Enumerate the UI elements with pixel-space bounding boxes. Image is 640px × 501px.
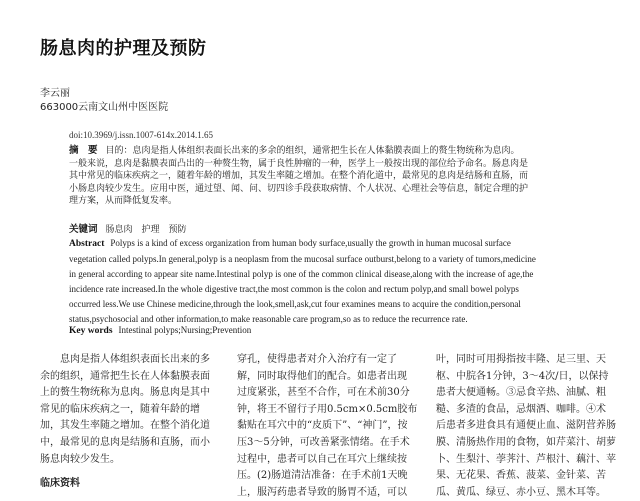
- body-line: 患者大便通畅。③忌食辛热、油腻、粗: [436, 387, 606, 399]
- body-line: 过度紧张，甚至不合作，可在术前30分: [237, 387, 410, 399]
- body-line: 常见的临床疾病之一，随着年龄的增: [40, 403, 200, 415]
- body-line: 肠息肉较少发生。: [40, 453, 120, 465]
- body-line: 余的组织，通常把生长在人体黏膜表面: [40, 370, 210, 382]
- article-title: 肠息肉的护理及预防: [40, 38, 207, 59]
- body-line: 加，其发生率随之增加。在整个消化道: [40, 420, 210, 432]
- abstract-en: [69, 236, 589, 326]
- body-line: 糙、多渣的食品，忌烟酒、咖啡。④术: [436, 403, 606, 415]
- body-line: 钟，将王不留行子用0.5cm×0.5cm胶布: [237, 403, 418, 415]
- body-line: 中，最常见的息肉是结肠和直肠，而小: [40, 436, 210, 448]
- body-line: 压。(2)肠道清洁准备：在手术前1天晚: [237, 470, 408, 482]
- abstract-cn-line: 其中常见的临床疾病之一，随着年龄的增加，其发生率随之增加。在整个消化道中，最常见的息肉是结肠和直肠，而: [69, 171, 529, 182]
- section-heading: 临床资料: [40, 478, 80, 490]
- body-line: 果、无花果、香蕉、菠菜、金针菜、苦: [436, 470, 606, 482]
- author-affiliation: 663000云南文山州中医医院: [40, 102, 169, 113]
- body-line: 膜、清肠热作用的食物，如芹菜汁、胡萝: [436, 436, 616, 448]
- keywords-cn: [69, 221, 187, 235]
- body-line: 解，同时取得他们的配合。如患者出现: [237, 370, 407, 382]
- body-line: 卜、生梨汁、荸荠汁、芦根汁、藕汁、苹: [436, 453, 616, 465]
- doi-line: doi:10.3969/j.issn.1007-614x.2014.1.65: [69, 130, 214, 140]
- abstract-cn-line: 理方案，从而降低复发率。: [69, 196, 178, 207]
- abstract-en-line: in general according to appear site name.Intestinal polyp is one of the common clinical disease,along with the increase of age,the: [69, 268, 534, 279]
- abstract-en-line: incidence rate increased.In the whole digestive tract,the most common is the colon and rectum polyp,and small bowel polyps: [69, 283, 519, 294]
- keywords-cn-value: 肠息肉 护理 预防: [105, 225, 187, 235]
- body-line: 叶，同时可用拇指按丰隆、足三里、天: [436, 354, 606, 365]
- body-column-2: [237, 352, 419, 501]
- abstract-cn-text: 目的：息肉是指人体组织表面长出来的多余的组织，通常把生长在人体黏膜表面上的赘生物统称为息肉。: [105, 146, 520, 156]
- abstract-cn-line: 小肠息肉较少发生。应用中医，通过望、闻、问、切四诊手段获取病情、个人状况、心理社会等信息，制定合理的护: [69, 183, 529, 194]
- body-column-1: [40, 352, 222, 493]
- abstract-en-line: [69, 236, 589, 252]
- abstract-cn-label: 摘 要: [69, 145, 98, 156]
- body-line: 瓜、黄瓜、绿豆、赤小豆、黑木耳等。: [436, 486, 606, 498]
- keywords-en: [69, 325, 251, 336]
- abstract-en-line: occurred less.We use Chinese medicine,through the look,smell,ask,cut four examines means to acquire the condition,personal: [69, 298, 521, 309]
- abstract-cn: [69, 145, 589, 208]
- body-column-3: [436, 352, 620, 501]
- author-name: 李云丽: [40, 88, 70, 99]
- keywords-en-label: Key words: [69, 326, 113, 336]
- abstract-en-label: Abstract: [69, 239, 105, 249]
- keywords-en-value: Intestinal polyps;Nursing;Prevention: [118, 325, 252, 335]
- body-line: 黏贴在耳穴中的“皮质下”、“神门”，按: [237, 420, 408, 432]
- body-line: 息肉是指人体组织表面长出来的多: [60, 354, 210, 365]
- abstract-cn-line: [69, 145, 589, 158]
- abstract-en-line: vegetation called polyps.In general,polyp is a neoplasm from the mucosal surface outburst,belong to a variety of tumors,medicine: [69, 253, 536, 264]
- body-line: 穿孔，使得患者对介入治疗有一定了: [237, 354, 397, 365]
- abstract-en-text: Polyps is a kind of excess organization from human body surface,usually the growth in human mucosal surface: [110, 238, 511, 248]
- body-line: 过程中，患者可以自己在耳穴上继续按: [237, 453, 407, 465]
- keywords-cn-label: 关键词: [69, 224, 98, 235]
- abstract-en-line: status,psychosocial and other information,to make reasonable care program,so as to reduce the recurrence rate.: [69, 313, 468, 324]
- body-line: 上，服泻药患者导致的肠胃不适，可以: [237, 486, 407, 498]
- body-line: 后患者多进食具有通便止血、滋阴营养肠: [436, 420, 616, 432]
- abstract-cn-line: 一般来说，息肉是黏膜表面凸出的一种赘生物，属于良性肿瘤的一种，医学上一般按出现的部位给予命名。肠息肉是: [69, 158, 529, 169]
- body-line: 上的赘生物统称为息肉。肠息肉是其中: [40, 387, 210, 399]
- body-line: 枢、中脘各1分钟，3～4次/日，以保持: [436, 370, 609, 382]
- body-line: 压3～5分钟，可改善紧张情绪。在手术: [237, 436, 410, 448]
